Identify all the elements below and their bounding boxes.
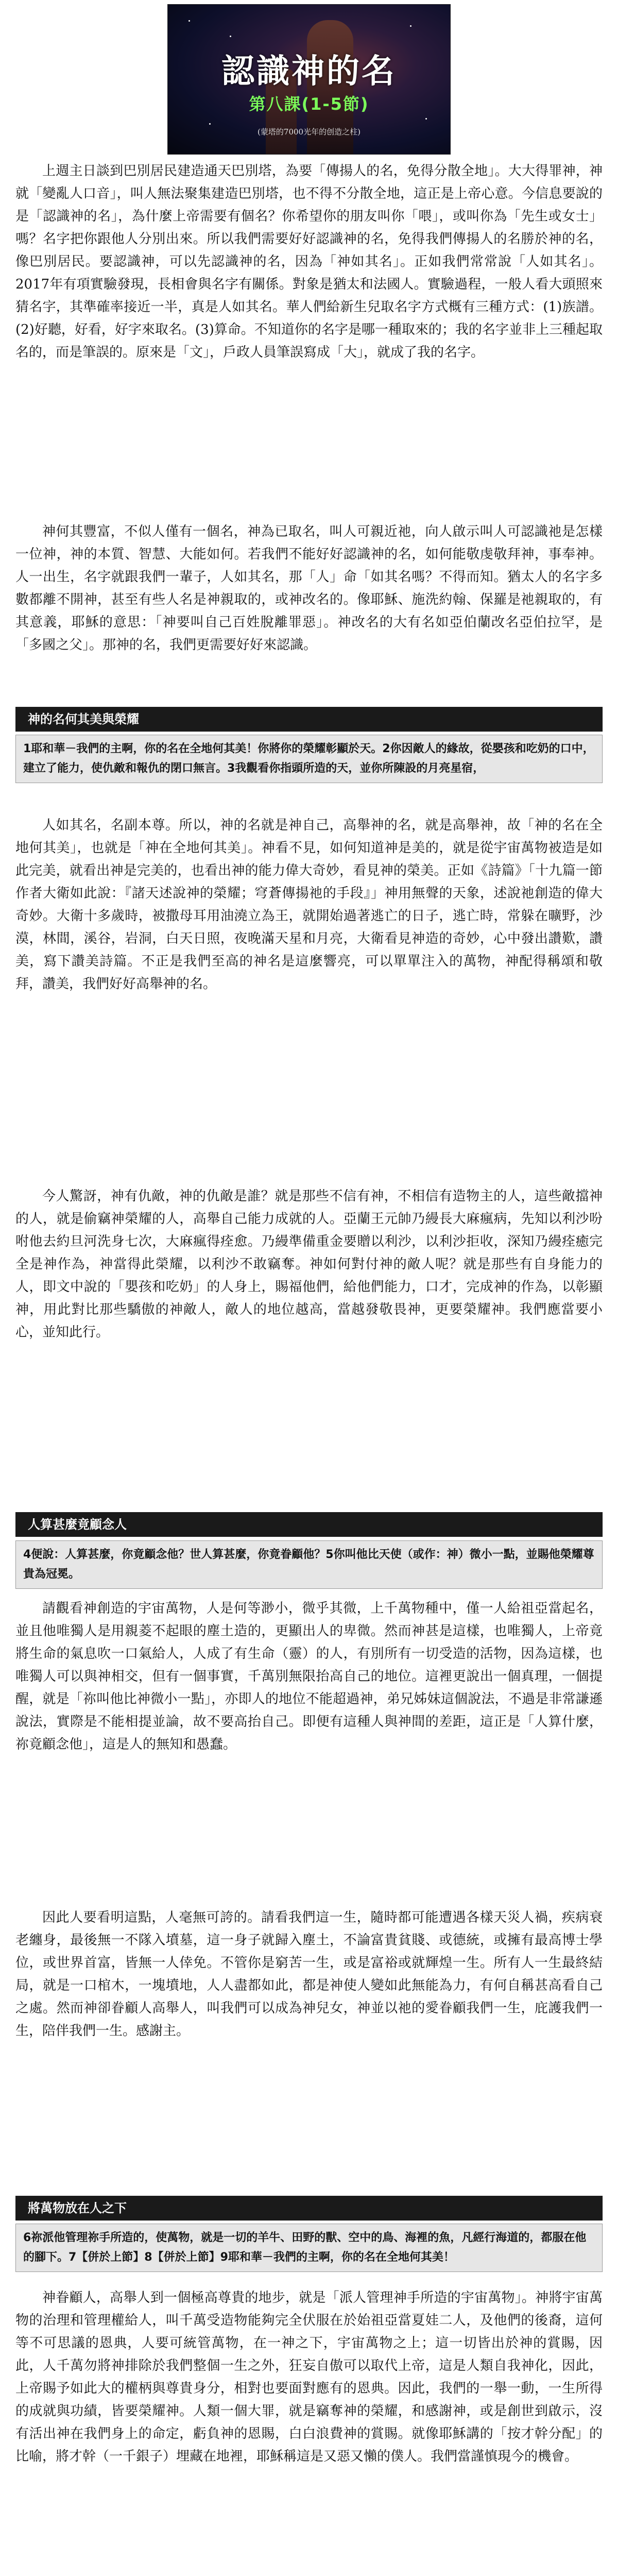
star-dot <box>425 118 427 120</box>
section-heading-text: 神的名何其美與榮耀 <box>23 707 144 732</box>
section-1-paragraph-1: 人如其名，名副本尊。所以，神的名就是神自己，高舉神的名，就是高舉神，故「神的名在全地何其美」，也就是「神在全地何其美」。神看不見，如何知道神是美的，就是從宇宙萬物被造是如此完美，就看出神是完美的，也看出神的能力偉大奇妙，看見神的榮美。正如《詩篇》「十九篇一節作者大衛如此說：『諸天述說神的榮耀；穹蒼傳揚祂的手段』」神用無聲的天象，述說祂創造的偉大奇妙。大衛十多歲時，被撒母耳用油澆立為王，就開始過著逃亡的日子，逃亡時，常躲在曠野，沙漠，林間，溪谷，岩洞，白天日照，夜晚滿天星和月亮，大衛看見神造的奇妙，心中發出讚歎，讚美，寫下讚美詩篇。不正是我們至高的神名是這麼響亮，可以單單注入的萬物，神配得稱頌和敬拜，讚美，我們好好高舉神的名。 <box>15 818 603 992</box>
banner-caption: (蒙塔的7000光年的创造之柱) <box>258 127 361 137</box>
section-heading-1 <box>15 707 603 732</box>
star-dot <box>230 36 231 37</box>
section-2-paragraph-1: 請觀看神創造的宇宙萬物，人是何等渺小，微乎其微，上千萬物種中，僅一人給祖亞當起名，並且他唯獨人是用親菱不起眼的塵土造的，更顯出人的卑微。然而神甚是這樣，也唯獨人，上帝竟將生命的氣息吹一口氣給人，人成了有生命（靈）的人，有別所有一切受造的活物，因為這樣，也唯獨人可以與神相交，但有一個事實，千萬別無限抬高自己的地位。這裡更說出一個真理，一個提醒，就是「祢叫他比神微小一點」，亦即人的地位不能超過神，弟兄姊妹這個說法，不過是非常謙遜說法，實際是不能相提並論，故不要高抬自己。即便有這種人與神間的差距，這正是「人算什麼，祢竟顧念他」，這是人的無知和愚蠢。 <box>15 1601 603 1752</box>
scripture-box-3: 6祢派他管理祢手所造的，使萬物，就是一切的羊牛、田野的獸、空中的鳥、海裡的魚，凡經行海道的，都服在他的腳下。7【併於上節】8【併於上節】9耶和華－我們的主啊，你的名在全地何其美！ <box>15 2224 603 2272</box>
section-heading-text: 人算甚麼竟顧念人 <box>23 1512 132 1537</box>
intro-paragraph-2: 神何其豐富，不似人僅有一個名，神為已取名，叫人可親近祂，向人啟示叫人可認識祂是怎樣一位神，神的本質、智慧、大能如何。若我們不能好好認識神的名，如何能敬虔敬拜神，事奉神。人一出生，名字就跟我們一輩子，人如其名，那「人」命「如其名嗎？不得而知。猶太人的名字多數都離不開神，甚至有些人名是神親取的，或神改名的。像耶穌、施洗約翰、保羅是祂親取的，有其意義，耶穌的意思：「神要叫自己百姓脫離罪惡」。神改名的大有名如亞伯蘭改名亞伯拉罕，是「多國之父」。那神的名，我們更需要好好來認識。 <box>15 524 603 653</box>
section-2-paragraph-2: 因此人要看明這點，人毫無可誇的。請看我們這一生，隨時都可能遭遇各樣天災人禍，疾病衰老纏身，最後無一不隊入墳墓，這一身子就歸入塵土，不論富貴貧賤、或德統，或擁有最高博士學位，或世界首富，皆無一人倖免。不管你是窮苦一生，或是富裕或就輝煌一生。所有人一生最終結局，就是一口棺木，一塊墳地，人人盡都如此，都是神使人變如此無能為力，有何自稱甚高看自己之處。然而神卻眷顧人高舉人，叫我們可以成為神兒女，神並以祂的愛眷顧我們一生，庇護我們一生，陪伴我們一生。感謝主。 <box>15 1910 603 2039</box>
star-dot <box>410 25 412 27</box>
section-heading-text: 將萬物放在人之下 <box>23 2196 132 2221</box>
banner-title: 認識神的名 <box>221 53 397 91</box>
section-1-paragraph-2: 今人驚訝，神有仇敵，神的仇敵是誰？就是那些不信有神，不相信有造物主的人，這些敵擋神的人，就是偷竊神榮耀的人，高舉自己能力成就的人。亞蘭王元帥乃縵長大麻瘋病，先知以利沙吩咐他去約旦河洗身七次，大麻瘋得痊愈。乃縵準備重金要贈以利沙，以利沙拒收，深知乃縵痊癒完全是神作為，神當得此榮耀，以利沙不敢竊奪。神如何對付神的敵人呢？就是那些有自身能力的人，即文中說的「嬰孩和吃奶」的人身上，賜福他們，給他們能力，口才，完成神的作為，以彰顯神，用此對比那些驕傲的神敵人，敵人的地位越高，當越發敬畏神，更要榮耀神。我們應當要小心，並知此行。 <box>15 1189 603 1340</box>
section-heading-3 <box>15 2196 603 2221</box>
scripture-box-1: 1耶和華－我們的主啊，你的名在全地何其美！你將你的榮耀彰顯於天。2你因敵人的緣故，從嬰孩和吃奶的口中，建立了能力，使仇敵和報仇的閉口無言。3我觀看你指頭所造的天，並你所陳設的月亮星宿， <box>15 735 603 783</box>
section-heading-2 <box>15 1512 603 1537</box>
banner-subtitle: 第八課(1-5節) <box>249 94 369 114</box>
intro-paragraph-1: 上週主日談到巴別居民建造通天巴別塔，為要「傳揚人的名，免得分散全地」。大大得罪神，神就「變亂人口音」，叫人無法聚集建造巴別塔，也不得不分散全地，這正是上帝心意。今信息要說的是「認識神的名」，為什麼上帝需要有個名？你希望你的朋友叫你「喂」，或叫你為「先生或女士」嗎？名字把你跟他人分別出來。所以我們需要好好認識神的名，免得我們傳揚人的名勝於神的名，像巴別居民。要認識神，可以先認識神的名，因為「神如其名」。正如我們常常說「人如其名」。2017年有項實驗發現，長相會與名字有關係。對象是猶太和法國人。實驗過程，一般人看大頭照來猜名字，其準確率接近一半，真是人如其名。華人們給新生兒取名字方式概有三種方式：(1)族譜。(2)好聽，好看，好字來取名。(3)算命。不知道你的名字是哪一種取來的；我的名字並非上三種起取名的，而是筆誤的。原來是「文」，戶政人員筆誤寫成「大」，就成了我的名字。 <box>15 163 603 360</box>
star-dot <box>188 20 190 22</box>
section-3-paragraph-1: 神眷顧人，高舉人到一個極高尊貴的地步，就是「派人管理神手所造的宇宙萬物」。神將宇宙萬物的治理和管理權給人，叫千萬受造物能夠完全伏服在於始祖亞當夏娃二人，及他們的後裔，這何等不可思議的恩典，人要可統管萬物，在一神之下，宇宙萬物之上；這一切皆出於神的賞賜，因此，人千萬勿將神排除於我們整個一生之外，狂妄自傲可以取代上帝，這是人類自我神化，因此，上帝賜予如此大的權柄與尊貴身分，相對也要面對應有的恩典。因此，我們的一舉一動，一生所得的成就與功績，皆要榮耀神。人類一個大罪，就是竊奪神的榮耀，和感謝神，或是創世到啟示，沒有活出神在我們身上的命定，虧負神的恩賜，白白浪費神的賞賜。就像耶穌講的「按才幹分配」的比喻，將才幹（一千銀子）埋藏在地裡，耶穌稱這是又惡又懶的僕人。我們當謹慎現今的機會。 <box>15 2290 603 2464</box>
star-dot <box>209 123 211 125</box>
scripture-box-2: 4便說：人算甚麼，你竟顧念他？世人算甚麼，你竟眷顧他？5你叫他比天使（或作：神）微小一點，並賜他榮耀尊貴為冠冕。 <box>15 1540 603 1589</box>
title-banner-image <box>167 4 451 155</box>
